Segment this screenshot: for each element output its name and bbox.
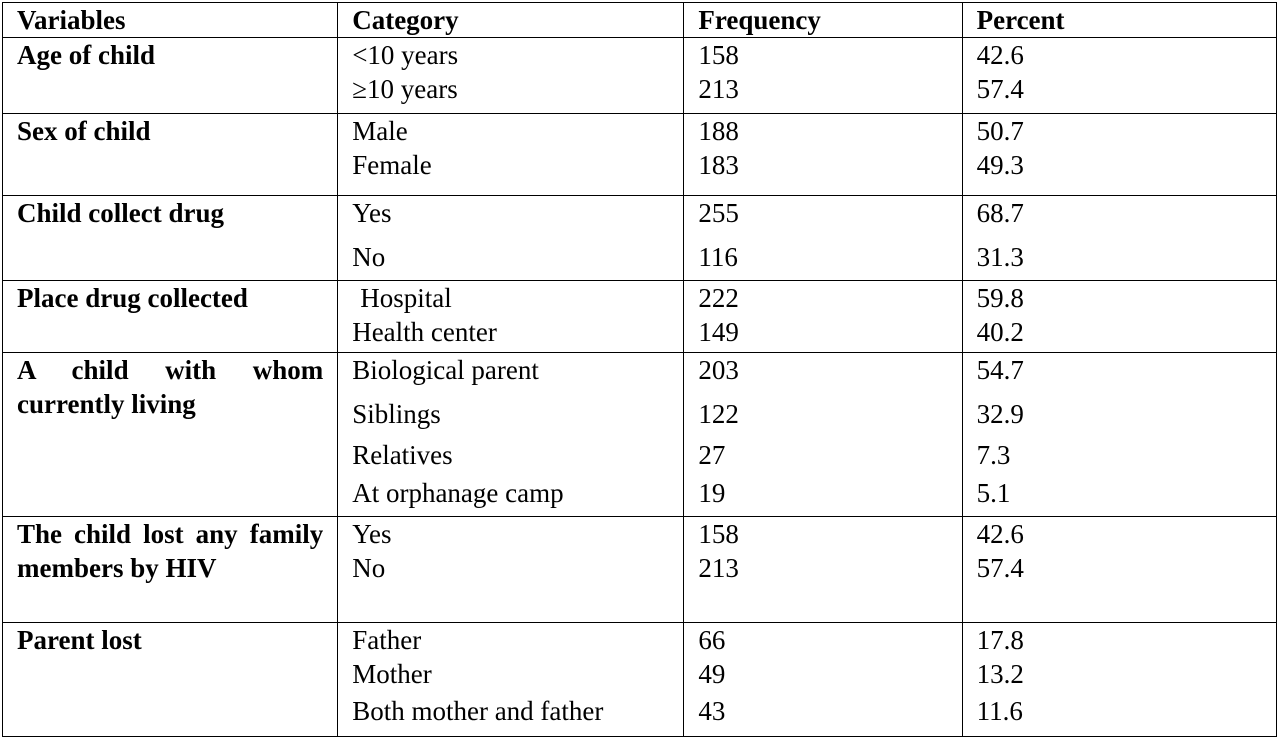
category-value: Health center xyxy=(352,317,497,347)
percent-value: 7.3 xyxy=(976,440,1011,470)
frequency-value: 43 xyxy=(698,696,726,726)
frequency-value: 122 xyxy=(698,399,739,429)
variable-label: Age of child xyxy=(17,40,155,70)
frequency-value: 183 xyxy=(698,150,739,180)
category-value: Female xyxy=(352,150,432,180)
variable-label: Sex of child xyxy=(17,116,151,146)
category-value: At orphanage camp xyxy=(352,478,564,508)
variable-label: Parent lost xyxy=(17,625,142,655)
percent-value: 49.3 xyxy=(976,150,1024,180)
category-cell xyxy=(338,623,684,737)
variable-label: A child with whom currently living xyxy=(17,355,324,419)
category-value: Siblings xyxy=(352,399,441,429)
table-row xyxy=(3,38,1277,114)
percent-value: 68.7 xyxy=(976,198,1024,228)
percent-value: 50.7 xyxy=(976,116,1024,146)
category-value: Male xyxy=(352,116,408,146)
frequency-value: 222 xyxy=(698,283,739,313)
category-value: ≥10 years xyxy=(352,74,458,104)
variable-label: Place drug collected xyxy=(17,283,248,313)
table-row xyxy=(3,623,1277,737)
category-value: Both mother and father xyxy=(352,696,604,726)
percent-value: 40.2 xyxy=(976,317,1024,347)
variable-cell xyxy=(3,196,338,281)
percent-value: 54.7 xyxy=(976,355,1024,385)
percent-cell xyxy=(962,517,1276,623)
frequency-value: 66 xyxy=(698,625,726,655)
percent-value: 57.4 xyxy=(976,553,1024,583)
variable-label: The child lost any family members by HIV xyxy=(17,519,324,583)
frequency-value: 203 xyxy=(698,355,739,385)
category-value: Father xyxy=(352,625,422,655)
variable-cell xyxy=(3,517,338,623)
category-value: Yes xyxy=(352,198,392,228)
percent-value: 57.4 xyxy=(976,74,1024,104)
percent-value: 32.9 xyxy=(976,399,1024,429)
frequency-cell xyxy=(684,353,962,517)
data-table xyxy=(2,2,1277,737)
percent-value: 59.8 xyxy=(976,283,1024,313)
frequency-value: 255 xyxy=(698,198,739,228)
frequency-cell xyxy=(684,114,962,196)
category-value: No xyxy=(352,553,386,583)
header-frequency: Frequency xyxy=(684,3,962,38)
variable-cell xyxy=(3,38,338,114)
frequency-value: 213 xyxy=(698,74,739,104)
frequency-value: 49 xyxy=(698,659,726,689)
table-row xyxy=(3,353,1277,517)
table-row xyxy=(3,196,1277,281)
category-value: <10 years xyxy=(352,40,459,70)
percent-cell xyxy=(962,114,1276,196)
percent-value: 42.6 xyxy=(976,519,1024,549)
variable-cell xyxy=(3,281,338,353)
variable-cell xyxy=(3,353,338,517)
header-percent: Percent xyxy=(962,3,1276,38)
percent-value: 17.8 xyxy=(976,625,1024,655)
frequency-value: 213 xyxy=(698,553,739,583)
table-row xyxy=(3,114,1277,196)
category-value: Biological parent xyxy=(352,355,539,385)
frequency-cell xyxy=(684,281,962,353)
percent-value: 5.1 xyxy=(976,478,1011,508)
percent-value: 42.6 xyxy=(976,40,1024,70)
header-variables: Variables xyxy=(3,3,338,38)
category-value: Yes xyxy=(352,519,392,549)
header-row xyxy=(3,3,1277,38)
table-row xyxy=(3,517,1277,623)
percent-cell xyxy=(962,38,1276,114)
category-value: No xyxy=(352,242,386,272)
category-cell xyxy=(338,38,684,114)
frequency-value: 149 xyxy=(698,317,739,347)
category-cell xyxy=(338,114,684,196)
category-value: Relatives xyxy=(352,440,453,470)
table-row xyxy=(3,281,1277,353)
frequency-value: 116 xyxy=(698,242,738,272)
header-category: Category xyxy=(338,3,684,38)
category-value: Mother xyxy=(352,659,432,689)
frequency-cell xyxy=(684,38,962,114)
category-cell xyxy=(338,517,684,623)
frequency-cell xyxy=(684,623,962,737)
percent-value: 13.2 xyxy=(976,659,1024,689)
variable-cell xyxy=(3,623,338,737)
frequency-cell xyxy=(684,196,962,281)
category-cell xyxy=(338,196,684,281)
percent-cell xyxy=(962,281,1276,353)
category-value: Hospital xyxy=(360,283,452,313)
frequency-value: 27 xyxy=(698,440,726,470)
percent-value: 11.6 xyxy=(976,696,1023,726)
category-cell xyxy=(338,281,684,353)
category-cell xyxy=(338,353,684,517)
percent-value: 31.3 xyxy=(976,242,1024,272)
percent-cell xyxy=(962,353,1276,517)
variable-cell xyxy=(3,114,338,196)
percent-cell xyxy=(962,196,1276,281)
frequency-value: 158 xyxy=(698,40,739,70)
frequency-value: 19 xyxy=(698,478,726,508)
percent-cell xyxy=(962,623,1276,737)
frequency-value: 188 xyxy=(698,116,739,146)
variable-label: Child collect drug xyxy=(17,198,224,228)
frequency-cell xyxy=(684,517,962,623)
frequency-value: 158 xyxy=(698,519,739,549)
